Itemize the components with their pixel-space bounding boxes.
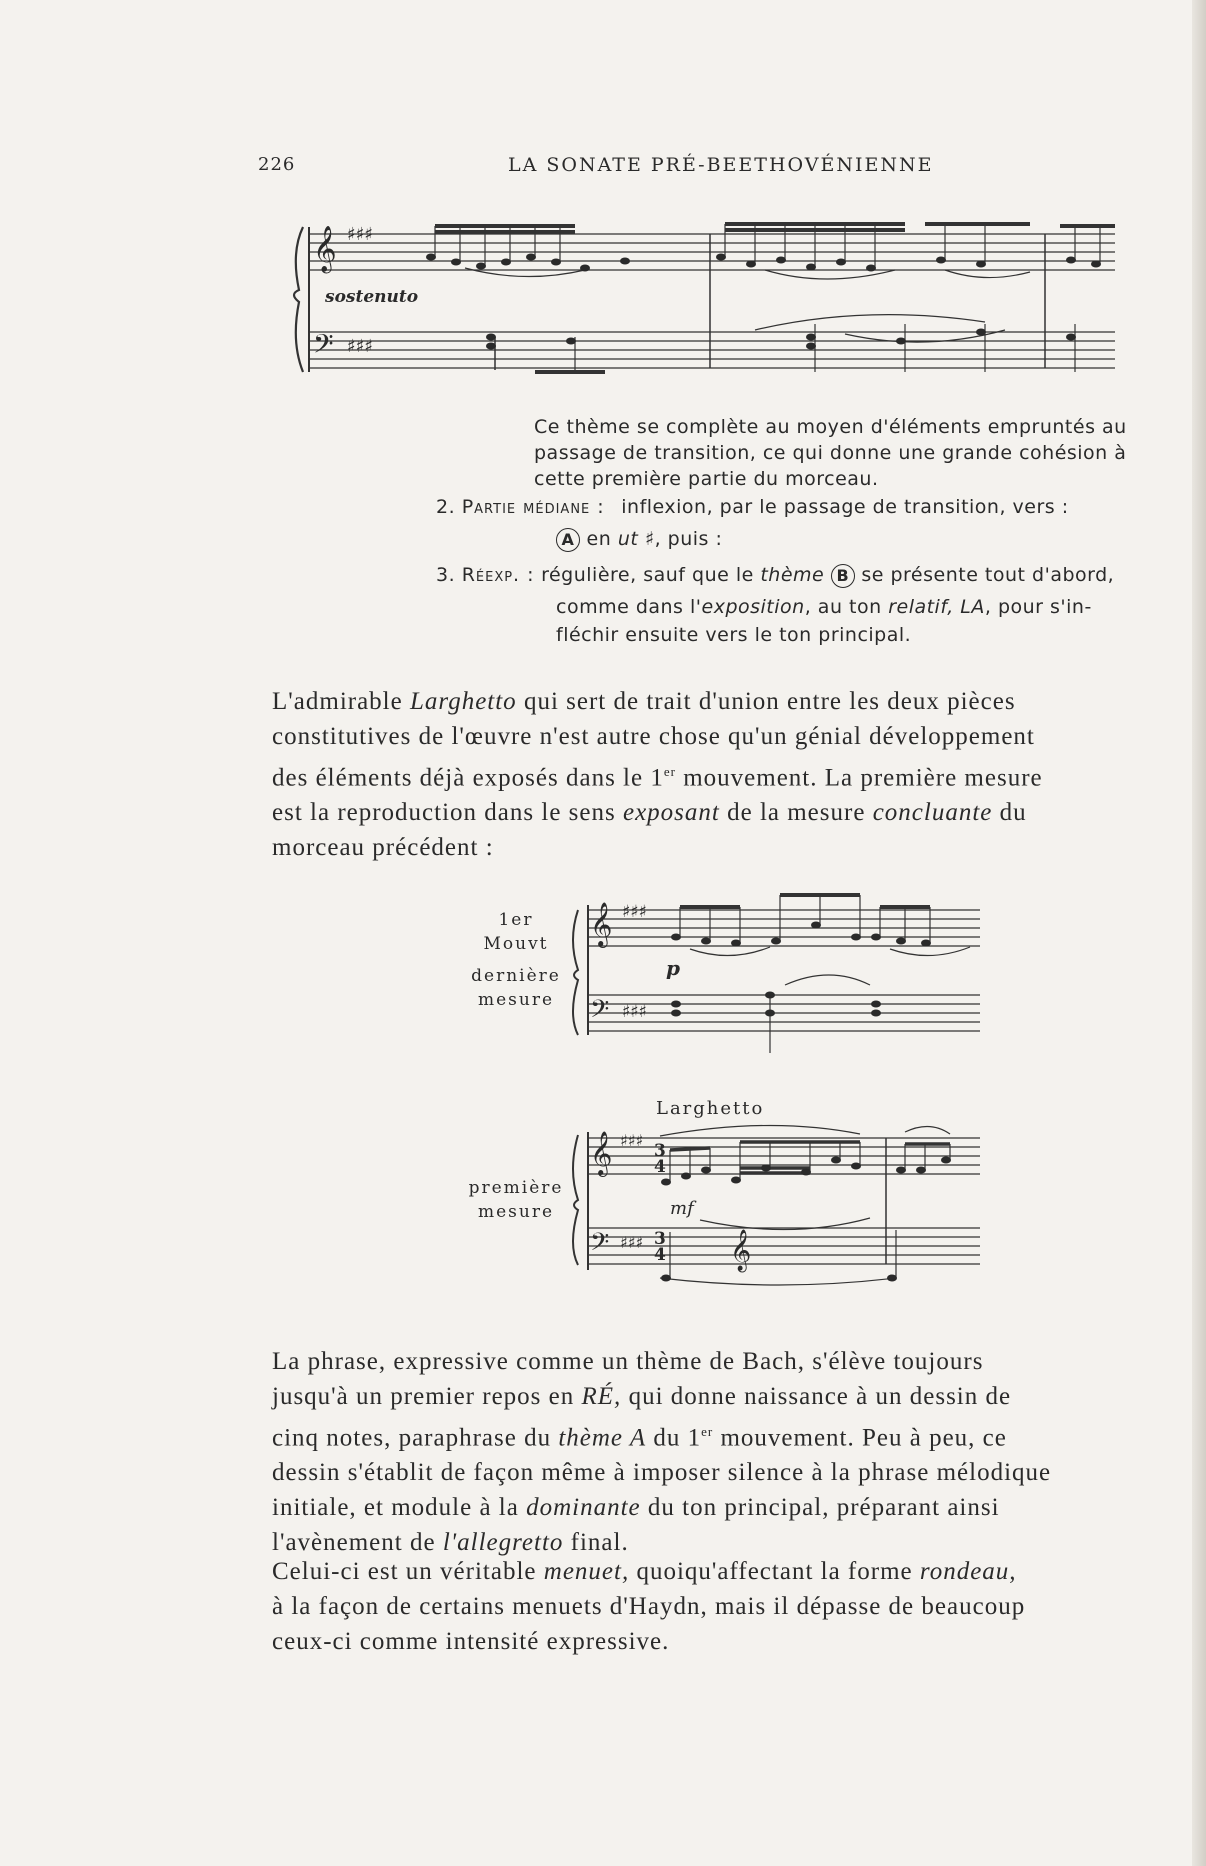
para2-line5: morceau précédent :	[272, 834, 494, 862]
para2-line3	[272, 754, 1142, 795]
item-italic: thème	[760, 564, 825, 586]
dynamic-p: p	[666, 956, 680, 980]
key-name: ut ♯	[617, 528, 655, 550]
ex2-labels	[456, 908, 576, 1012]
label-line: 1er	[498, 910, 534, 930]
para3-line1: La phrase, expressive comme un thème de Bach, s'élève toujours	[272, 1348, 984, 1375]
para2-line2: constitutives de l'œuvre n'est autre chose qu'un génial développement	[272, 723, 1035, 750]
svg-text:♯♯♯: ♯♯♯	[620, 1233, 644, 1252]
para3-line3	[272, 1414, 1142, 1455]
svg-text:𝄞: 𝄞	[590, 902, 613, 946]
italic: menuet,	[543, 1558, 630, 1585]
dynamic-mf: mf	[670, 1198, 694, 1219]
text: initiale, et module à la	[272, 1494, 527, 1522]
para3-line5	[272, 1490, 1142, 1525]
text: de la mesure	[719, 799, 873, 827]
italic: Larghetto	[409, 688, 517, 715]
para4-line3: ceux-ci comme intensité expressive.	[272, 1628, 670, 1655]
svg-text:♯♯♯: ♯♯♯	[347, 224, 374, 245]
text: est la reproduction dans le sens	[272, 799, 623, 827]
larghetto-tempo: Larghetto	[656, 1098, 765, 1119]
item-text: régulière, sauf que le	[541, 564, 754, 586]
bass-staff	[309, 332, 1115, 368]
item-number: 2.	[436, 496, 456, 518]
system-brace	[294, 227, 303, 372]
label-line: première	[468, 1178, 564, 1198]
text: final.	[563, 1529, 629, 1557]
superscript: er	[701, 1424, 714, 1439]
text: l'avènement de	[272, 1529, 443, 1557]
item-text: , au ton	[804, 596, 882, 618]
para3-line2	[272, 1379, 1142, 1414]
svg-text:4: 4	[654, 1245, 666, 1265]
text: du	[992, 799, 1027, 827]
text: qui donne naissance à un dessin de	[621, 1383, 1012, 1410]
text: L'admirable	[272, 688, 410, 715]
italic: l'allegretto	[442, 1529, 564, 1557]
label-line: mesure	[477, 990, 555, 1010]
item-text: inflexion, par le passage de transition, vers :	[621, 496, 1069, 518]
tempo-mark: sostenuto	[325, 287, 419, 307]
svg-text:3: 3	[654, 1141, 666, 1161]
text: du 1	[646, 1424, 702, 1452]
bass-clef: 𝄢	[313, 328, 334, 366]
svg-text:3: 3	[654, 1229, 666, 1249]
music-example-1	[285, 212, 1125, 387]
theme-a-marker: A	[556, 528, 580, 552]
page-header	[0, 154, 1206, 184]
para3-line4: dessin s'établit de façon même à imposer silence à la phrase mélodique	[272, 1459, 1052, 1487]
text: cinq notes, paraphrase du	[272, 1424, 559, 1452]
item-text: , pour s'in-	[984, 596, 1092, 618]
svg-text:♯♯♯: ♯♯♯	[622, 902, 647, 922]
text: mouvement. Peu à peu, ce	[713, 1424, 1007, 1452]
item-italic: exposition	[701, 596, 805, 618]
text: du ton principal, préparant ainsi	[640, 1494, 1000, 1522]
italic: exposant	[622, 799, 720, 827]
svg-text:𝄢: 𝄢	[590, 1228, 610, 1263]
svg-text:♯♯♯: ♯♯♯	[620, 1131, 644, 1150]
svg-text:♯♯♯: ♯♯♯	[347, 336, 374, 357]
analysis-item-3	[436, 562, 1136, 588]
item-text: comme dans l'	[556, 596, 702, 618]
analysis-item-2	[436, 494, 1136, 520]
superscript: er	[663, 764, 676, 779]
text: Celui-ci est un véritable	[272, 1558, 544, 1585]
paragraph-minuet	[272, 1554, 1142, 1659]
item-label: Réexp. :	[461, 564, 535, 586]
music-example-3	[570, 1120, 990, 1300]
para4-line1	[272, 1554, 1142, 1589]
music-example-2	[570, 885, 990, 1060]
label-line: dernière	[471, 966, 561, 986]
page-edge	[1192, 0, 1206, 1866]
analysis-item-3-line3: fléchir ensuite vers le ton principal.	[556, 624, 912, 646]
svg-text:𝄞: 𝄞	[590, 1131, 613, 1175]
page-number: 226	[258, 154, 296, 175]
italic: concluante	[872, 799, 993, 827]
text: mouvement. La première mesure	[675, 764, 1043, 792]
text-tail: , puis :	[654, 528, 723, 550]
svg-text:𝄢: 𝄢	[590, 995, 610, 1030]
item-number: 3.	[436, 564, 456, 586]
italic: thème A	[558, 1424, 647, 1452]
italic: dominante	[526, 1494, 641, 1522]
paragraph-phrase	[272, 1344, 1142, 1560]
text: jusqu'à un premier repos en	[272, 1383, 582, 1410]
para2-line1	[272, 684, 1142, 719]
label-line: Mouvt	[483, 934, 549, 954]
text: quoiqu'affectant la forme	[629, 1558, 920, 1585]
svg-text:4: 4	[654, 1157, 666, 1177]
item-label: Partie médiane :	[461, 496, 605, 518]
para2-line4	[272, 795, 1142, 830]
theme-b-marker: B	[831, 564, 855, 588]
svg-text:𝄞: 𝄞	[730, 1230, 752, 1271]
text: des éléments déjà exposés dans le 1	[272, 764, 664, 792]
text-en: en	[586, 528, 612, 550]
treble-staff	[309, 234, 1115, 270]
analysis-block	[534, 414, 1134, 492]
analysis-item-2-line2	[556, 526, 1156, 552]
analysis-item-3-line2	[556, 594, 1156, 620]
svg-text:♯♯♯: ♯♯♯	[622, 1002, 647, 1022]
italic: RÉ,	[581, 1383, 622, 1410]
text: qui sert de trait d'union entre les deux pièces	[516, 688, 1016, 715]
paragraph-larghetto	[272, 684, 1142, 865]
treble-clef: 𝄞	[313, 226, 337, 272]
label-line: mesure	[477, 1202, 555, 1222]
item-text: se présente tout d'abord,	[861, 564, 1115, 586]
ex3-labels	[456, 1176, 576, 1224]
italic: rondeau,	[919, 1558, 1017, 1585]
analysis-para1: Ce thème se complète au moyen d'éléments empruntés au passage de transition, ce qui donne une grande cohésion à cette première partie du morceau.	[534, 416, 1127, 490]
running-title: LA SONATE PRÉ-BEETHOVÉNIENNE	[508, 154, 934, 176]
item-italic: relatif, LA	[888, 596, 985, 618]
para4-line2: à la façon de certains menuets d'Haydn, mais il dépasse de beaucoup	[272, 1593, 1026, 1620]
